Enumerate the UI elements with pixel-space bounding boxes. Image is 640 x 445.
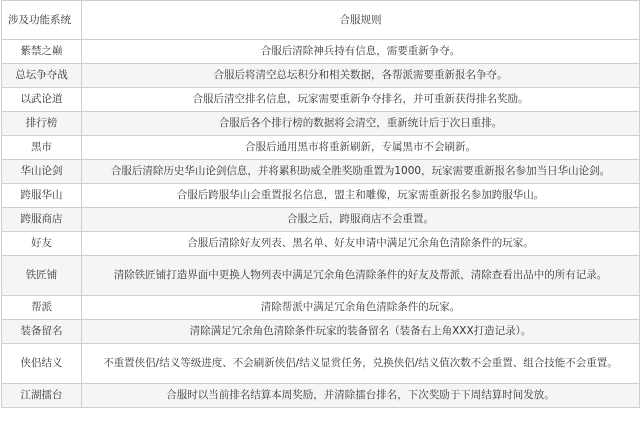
system-cell: 帮派 — [2, 296, 82, 320]
system-cell: 跨服华山 — [2, 184, 82, 208]
rule-cell: 合服时以当前排名结算本周奖励，并清除擂台排名，下次奖励于下周结算时间发放。 — [82, 384, 640, 408]
rule-cell: 合服后通用黑市将重新刷新，专属黑市不会刷新。 — [82, 136, 640, 160]
system-cell: 跨服商店 — [2, 208, 82, 232]
table-row — [2, 232, 640, 256]
table-row — [2, 184, 640, 208]
rule-cell: 合服后清空排名信息，玩家需要重新争夺排名，并可重新获得排名奖励。 — [82, 88, 640, 112]
table-row — [2, 88, 640, 112]
table-row — [2, 256, 640, 296]
rule-cell: 清除铁匠铺打造界面中更换人物列表中满足冗余角色清除条件的好友及帮派，清除查看出品中的所有记录。 — [82, 256, 640, 296]
header-system: 涉及功能系统 — [2, 1, 82, 40]
table-row — [2, 384, 640, 408]
system-cell: 侠侣结义 — [2, 344, 82, 384]
system-cell: 紫禁之巅 — [2, 40, 82, 64]
table-row — [2, 64, 640, 88]
system-cell: 排行榜 — [2, 112, 82, 136]
rule-cell: 清除帮派中满足冗余角色清除条件的玩家。 — [82, 296, 640, 320]
table-row — [2, 208, 640, 232]
table-row — [2, 136, 640, 160]
rule-cell: 不重置侠侣/结义等级进度、不会刷新侠侣/结义显赏任务，兑换侠侣/结义值次数不会重置、组合技能不会重置。 — [82, 344, 640, 384]
rule-cell: 合服后各个排行榜的数据将会清空，重新统计后于次日重排。 — [82, 112, 640, 136]
rule-cell: 合服后清除好友列表、黑名单、好友申请中满足冗余角色清除条件的玩家。 — [82, 232, 640, 256]
table-row — [2, 112, 640, 136]
table-row — [2, 320, 640, 344]
table-row — [2, 160, 640, 184]
system-cell: 装备留名 — [2, 320, 82, 344]
system-cell: 黑市 — [2, 136, 82, 160]
rule-cell: 合服之后，跨服商店不会重置。 — [82, 208, 640, 232]
system-cell: 总坛争夺战 — [2, 64, 82, 88]
table-header-row — [2, 1, 640, 40]
table-row — [2, 296, 640, 320]
system-cell: 铁匠铺 — [2, 256, 82, 296]
header-rule: 合服规则 — [82, 1, 640, 40]
system-cell: 华山论剑 — [2, 160, 82, 184]
rule-cell: 清除满足冗余角色清除条件玩家的装备留名（装备右上角XXX打造记录）。 — [82, 320, 640, 344]
table-row — [2, 344, 640, 384]
system-cell: 江湖擂台 — [2, 384, 82, 408]
table-row — [2, 40, 640, 64]
merge-rules-table — [1, 0, 640, 408]
rule-cell: 合服后清除历史华山论剑信息，并将累积助威全胜奖励重置为1000，玩家需要重新报名参加当日华山论剑。 — [82, 160, 640, 184]
rule-cell: 合服后跨服华山会重置报名信息，盟主和雕像，玩家需重新报名参加跨服华山。 — [82, 184, 640, 208]
rule-cell: 合服后将清空总坛积分和相关数据，各帮派需要重新报名争夺。 — [82, 64, 640, 88]
rule-cell: 合服后清除神兵持有信息，需要重新争夺。 — [82, 40, 640, 64]
system-cell: 以武论道 — [2, 88, 82, 112]
system-cell: 好友 — [2, 232, 82, 256]
